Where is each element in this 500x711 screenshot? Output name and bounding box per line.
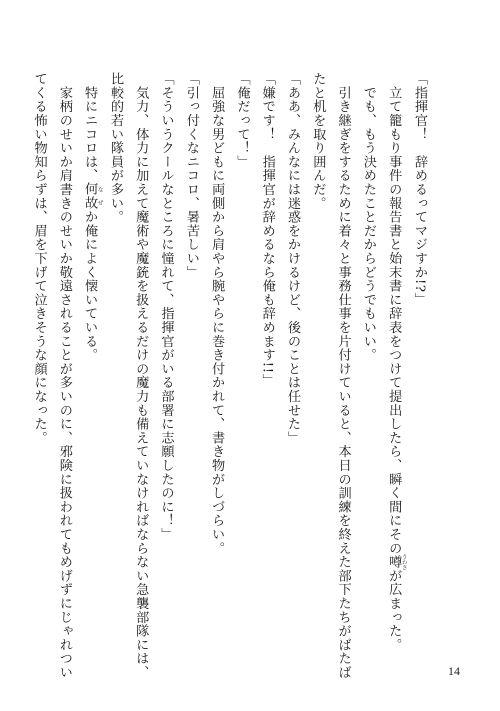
- text-line: たと机を取り囲んだ。: [310, 72, 326, 210]
- page-number: 14: [448, 664, 460, 678]
- text-line: 「引っ付くなニコロ、暑苦しい」: [183, 72, 199, 279]
- text-line: でも、もう決めたことだからどうでもいい。: [360, 72, 376, 362]
- vertical-text-body: [26, 72, 432, 680]
- text-line: 立て籠もり事件の報告書と始末書に辞表をつけて提出したら、瞬く間にその噂 うわさが広まった。: [386, 72, 407, 652]
- text-line: 「指揮官！ 辞めるってマジすか!?」: [412, 72, 427, 307]
- text-line: 家柄のせいか肩書きのせいか敬遠されることが多いのに、邪険に扱われてもめげずにじゃれつい: [56, 72, 72, 680]
- text-line: 「そういうクールなところに憧れて、指揮官がいる部署に志願したのに！」: [158, 72, 174, 542]
- text-line: 引き継ぎをするために着々と事務仕事を片付けていると、本日の訓練を終えた部下たちがばたば: [335, 72, 351, 680]
- text-line: 「俺だって！」: [234, 72, 250, 169]
- ruby-why: 何故 なぜ: [82, 182, 103, 211]
- text-line: 「ああ、みんなには迷惑をかけるけど、後のことは任せた」: [285, 72, 301, 445]
- text-line: 特にニコロは、何故 なぜか俺によく懐いている。: [82, 72, 103, 362]
- ruby-rumor: 噂 うわさ: [386, 553, 407, 571]
- text-line: 気力、体力に加えて魔術や魔銃を扱えるだけの魔力も備えていなければならない急襲部隊には、: [133, 72, 149, 680]
- text-line: 比較的若い隊員が多い。: [107, 72, 123, 224]
- text-line: 屈強な男どもに両側から肩やら腕やらに巻き付かれて、書き物がしづらい。: [209, 72, 225, 555]
- text-line: 「嫌です！ 指揮官が辞めるなら俺も辞めます!!」: [259, 72, 275, 388]
- text-line: てくる怖い物知らずは、眉を下げて泣きそうな顔になった。: [31, 72, 47, 445]
